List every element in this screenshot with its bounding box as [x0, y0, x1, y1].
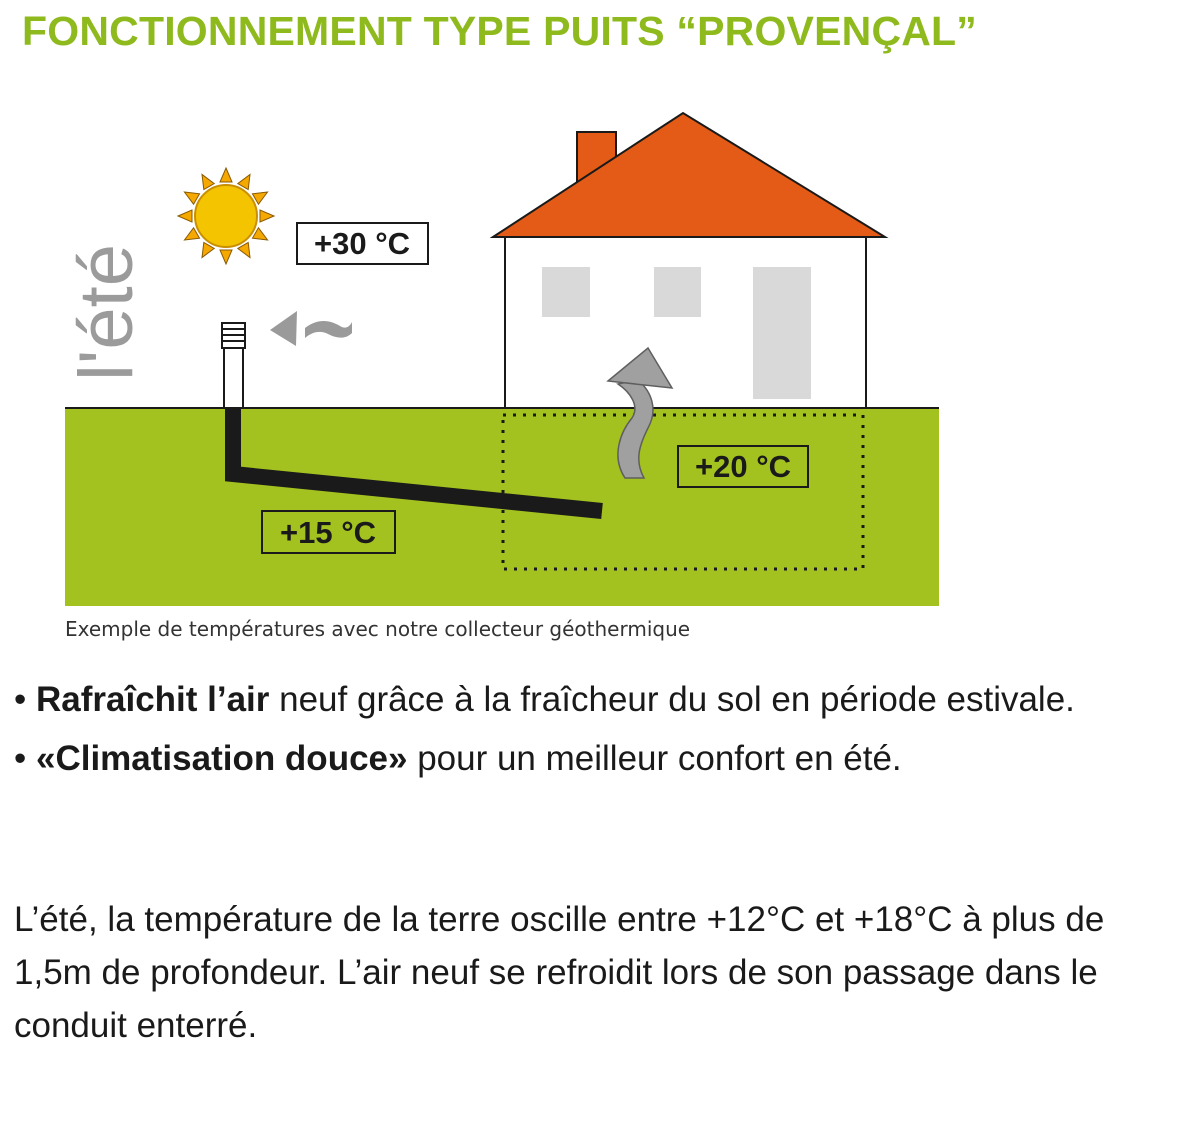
- temp-house-label: +20 °C: [695, 449, 791, 484]
- bullet-symbol: •: [14, 739, 36, 778]
- wind-arrow-icon: [270, 311, 352, 346]
- feature-list: [14, 672, 1174, 790]
- house: [493, 113, 885, 408]
- temp-pipe-label: +15 °C: [280, 515, 376, 550]
- temp-house-box: [678, 446, 808, 487]
- bullet-symbol: •: [14, 680, 36, 719]
- temp-outside-box: [297, 223, 428, 264]
- door: [753, 267, 811, 399]
- bullet-text: neuf grâce à la fraîcheur du sol en période estivale.: [269, 680, 1075, 719]
- list-item: [14, 672, 1174, 728]
- roof: [493, 113, 885, 237]
- bullet-bold-text: «Climatisation douce»: [35, 739, 408, 778]
- air-intake-icon: [222, 323, 245, 408]
- temp-outside-label: +30 °C: [314, 226, 410, 261]
- season-label: l'été: [64, 243, 149, 381]
- window-left: [542, 267, 590, 317]
- list-item: [14, 731, 1174, 787]
- bullet-text: pour un meilleur confort en été.: [407, 739, 902, 778]
- bullet-bold-text: Rafraîchit l’air: [35, 680, 270, 719]
- diagram-caption: Exemple de températures avec notre collecteur géothermique: [65, 617, 691, 641]
- sun-icon: [178, 168, 274, 264]
- temp-pipe-box: [262, 511, 395, 553]
- page-title: FONCTIONNEMENT TYPE PUITS “PROVENÇAL”: [22, 8, 978, 54]
- window-right: [654, 267, 701, 317]
- explanation-paragraph: L’été, la température de la terre oscille entre +12°C et +18°C à plus de 1,5m de profondeur. L’air neuf se refroidit lors de son passage dans le conduit enterré.: [14, 900, 1105, 1045]
